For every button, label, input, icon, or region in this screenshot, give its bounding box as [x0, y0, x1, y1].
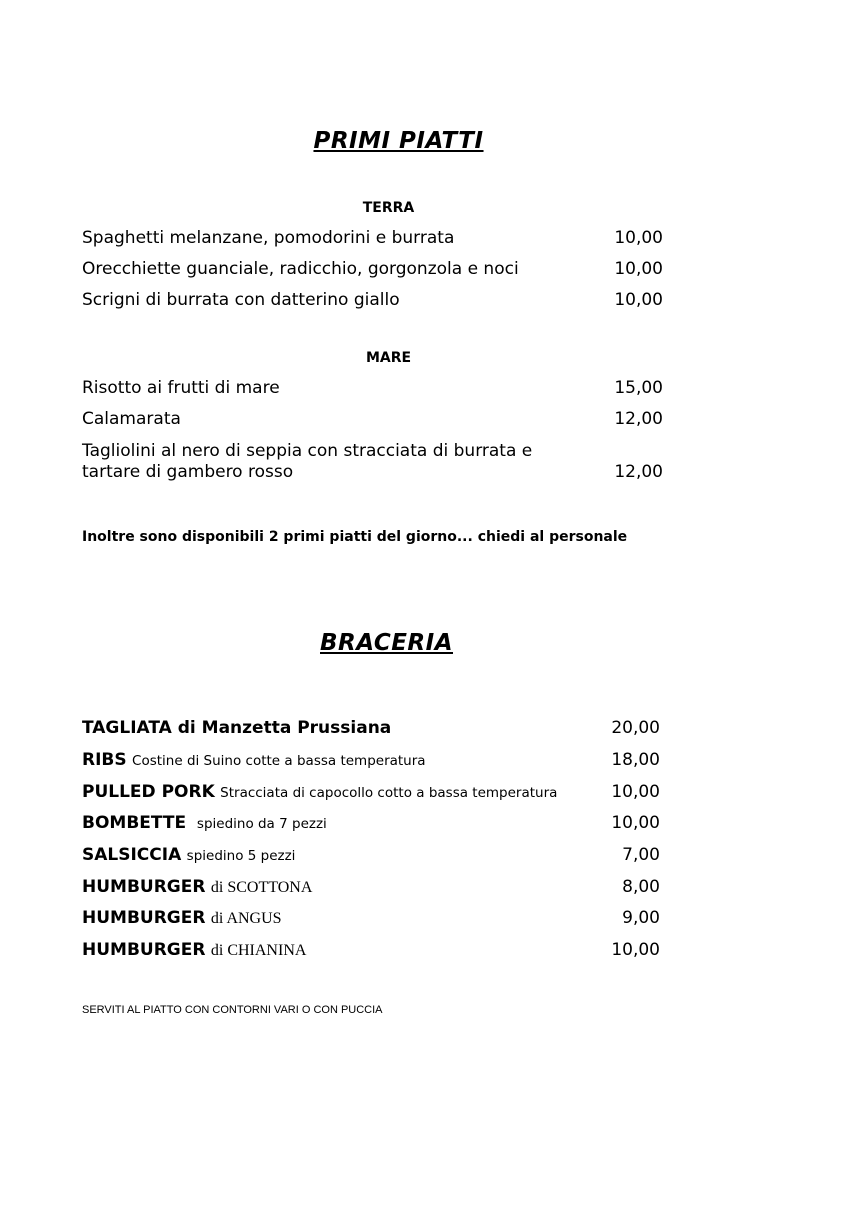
braceria-item-price: 7,00	[622, 845, 660, 865]
menu-item-price: 12,00	[614, 409, 663, 429]
braceria-item-desc: di ANGUS	[210, 910, 282, 927]
menu-item-price: 15,00	[614, 378, 663, 398]
daily-specials-note: Inoltre sono disponibili 2 primi piatti del giorno... chiedi al personale	[82, 529, 628, 545]
braceria-item	[82, 940, 306, 961]
braceria-item	[82, 877, 312, 898]
braceria-item-desc: spiedino da 7 pezzi	[196, 816, 327, 832]
menu-item-name-line1: Tagliolini al nero di seppia con stracciata di burrata e	[82, 441, 533, 461]
braceria-item-price: 10,00	[611, 813, 660, 833]
braceria-item-desc: spiedino 5 pezzi	[186, 848, 296, 864]
braceria-item	[82, 782, 557, 804]
braceria-item-name: HUMBURGER	[82, 940, 206, 960]
braceria-item-name: HUMBURGER	[82, 908, 206, 928]
braceria-item-name: HUMBURGER	[82, 877, 206, 897]
menu-item-name: Spaghetti melanzane, pomodorini e burrata	[82, 228, 455, 248]
braceria-item-name: PULLED PORK	[82, 782, 215, 802]
braceria-item-desc: di CHIANINA	[210, 942, 307, 959]
terra-heading: TERRA	[362, 200, 415, 216]
braceria-item-desc: Stracciata di capocollo cotto a bassa temperatura	[220, 785, 558, 801]
braceria-item-name: BOMBETTE	[82, 813, 187, 833]
braceria-item-name: SALSICCIA	[82, 845, 182, 865]
menu-item-price: 10,00	[614, 228, 663, 248]
braceria-item	[82, 845, 295, 867]
braceria-item-price: 8,00	[622, 877, 660, 897]
braceria-item-price: 20,00	[611, 718, 660, 738]
braceria-title: BRACERIA	[320, 630, 453, 656]
braceria-item-desc: Costine di Suino cotte a bassa temperatura	[132, 753, 426, 769]
braceria-item-price: 10,00	[611, 782, 660, 802]
primi-piatti-title: PRIMI PIATTI	[313, 128, 484, 154]
braceria-item-name: TAGLIATA di Manzetta Prussiana	[82, 718, 392, 738]
braceria-item-price: 9,00	[622, 908, 660, 928]
menu-item-price: 12,00	[614, 462, 663, 482]
braceria-item-desc: di SCOTTONA	[210, 879, 313, 896]
menu-item-name: Calamarata	[82, 409, 181, 429]
braceria-item-price: 18,00	[611, 750, 660, 770]
menu-item-price: 10,00	[614, 259, 663, 279]
menu-item-name: Risotto ai frutti di mare	[82, 378, 280, 398]
braceria-item-price: 10,00	[611, 940, 660, 960]
menu-item-name-line2: tartare di gambero rosso	[82, 462, 294, 482]
braceria-item	[82, 813, 327, 835]
mare-heading: MARE	[365, 350, 412, 366]
braceria-item-name: RIBS	[82, 750, 127, 770]
menu-item-price: 10,00	[614, 290, 663, 310]
menu-item-name: Orecchiette guanciale, radicchio, gorgonzola e noci	[82, 259, 519, 279]
braceria-item	[82, 750, 426, 772]
braceria-item	[82, 908, 282, 929]
braceria-footer-note: SERVITI AL PIATTO CON CONTORNI VARI O CON PUCCIA	[82, 1004, 383, 1016]
braceria-item	[82, 718, 391, 739]
menu-item-name: Scrigni di burrata con datterino giallo	[82, 290, 400, 310]
